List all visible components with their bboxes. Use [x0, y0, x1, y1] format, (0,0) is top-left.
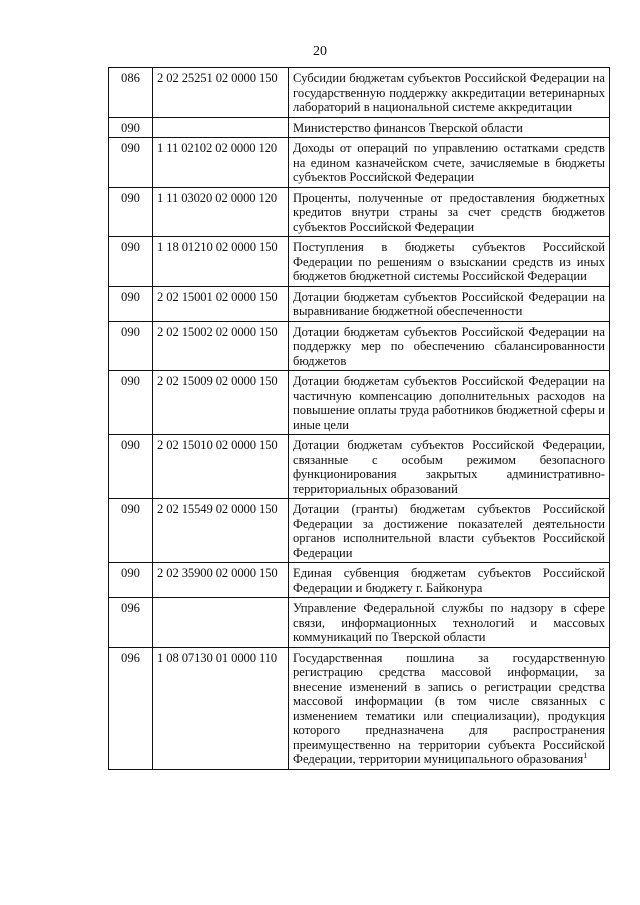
admin-code: 090: [109, 499, 153, 563]
revenue-description: Субсидии бюджетам субъектов Российской Федерации на государственную поддержку аккредитации ветеринарных лабораторий в национальной системе аккредитации: [289, 68, 610, 118]
budget-classification-table: [108, 67, 610, 770]
admin-code: 096: [109, 598, 153, 648]
table-row: [109, 598, 610, 648]
footnote-marker: 1: [583, 750, 588, 760]
table-row: [109, 286, 610, 321]
table-row: [109, 117, 610, 138]
table-row: [109, 499, 610, 563]
table-row: [109, 647, 610, 769]
table-row: [109, 237, 610, 287]
revenue-description: Доходы от операций по управлению остатками средств на едином казначейском счете, зачисляемые в бюджеты субъектов Российской Федерации: [289, 138, 610, 188]
table-row: [109, 435, 610, 499]
admin-code: 090: [109, 286, 153, 321]
revenue-description: Дотации (гранты) бюджетам субъектов Российской Федерации за достижение показателей деятельности органов исполнительной власти субъектов Российской Федерации: [289, 499, 610, 563]
admin-code: 090: [109, 187, 153, 237]
budget-code: 2 02 15010 02 0000 150: [153, 435, 289, 499]
revenue-description: Дотации бюджетам субъектов Российской Федерации на частичную компенсацию дополнительных расходов на повышение оплаты труда работников бюджетной сферы и иные цели: [289, 371, 610, 435]
revenue-description: Проценты, полученные от предоставления бюджетных кредитов внутри страны за счет средств бюджетов субъектов Российской Федерации: [289, 187, 610, 237]
admin-code: 090: [109, 371, 153, 435]
admin-code: 090: [109, 138, 153, 188]
admin-code: 090: [109, 563, 153, 598]
budget-code: 1 11 03020 02 0000 120: [153, 187, 289, 237]
table-row: [109, 371, 610, 435]
table-row: [109, 138, 610, 188]
table-row: [109, 68, 610, 118]
budget-code: 2 02 25251 02 0000 150: [153, 68, 289, 118]
table-row: [109, 563, 610, 598]
admin-code: 086: [109, 68, 153, 118]
page-number: 20: [313, 44, 327, 59]
budget-code: [153, 598, 289, 648]
revenue-description: Дотации бюджетам субъектов Российской Федерации на поддержку мер по обеспечению сбалансированности бюджетов: [289, 321, 610, 371]
admin-code: 090: [109, 237, 153, 287]
admin-code: 090: [109, 321, 153, 371]
admin-code: 090: [109, 435, 153, 499]
administrator-name: Управление Федеральной службы по надзору в сфере связи, информационных технологий и массовых коммуникаций по Тверской области: [289, 598, 610, 648]
revenue-description-cell: [289, 647, 610, 769]
revenue-description: Дотации бюджетам субъектов Российской Федерации на выравнивание бюджетной обеспеченности: [289, 286, 610, 321]
budget-code: 2 02 15001 02 0000 150: [153, 286, 289, 321]
revenue-description: Государственная пошлина за государственную регистрацию средства массовой информации, за внесение изменений в запись о регистрации средства массовой информации (в том числе связанных с изменением тематики или специализации), продукция которого предназначена для распространения преимущественно на территории субъекта Российской Федерации, территории муниципального образования: [293, 650, 605, 766]
revenue-description: Единая субвенция бюджетам субъектов Российской Федерации и бюджету г. Байконура: [289, 563, 610, 598]
revenue-description: Поступления в бюджеты субъектов Российской Федерации по решениям о взыскании средств из иных бюджетов бюджетной системы Российской Федерации: [289, 237, 610, 287]
admin-code: 096: [109, 647, 153, 769]
table-row: [109, 187, 610, 237]
budget-code: 2 02 15009 02 0000 150: [153, 371, 289, 435]
budget-code: 1 18 01210 02 0000 150: [153, 237, 289, 287]
budget-code: 2 02 15549 02 0000 150: [153, 499, 289, 563]
budget-code: 2 02 15002 02 0000 150: [153, 321, 289, 371]
revenue-description: Дотации бюджетам субъектов Российской Федерации, связанные с особым режимом безопасного функционирования закрытых административно-территориальных образований: [289, 435, 610, 499]
admin-code: 090: [109, 117, 153, 138]
budget-code: [153, 117, 289, 138]
budget-code: 2 02 35900 02 0000 150: [153, 563, 289, 598]
budget-code: 1 11 02102 02 0000 120: [153, 138, 289, 188]
table-row: [109, 321, 610, 371]
administrator-name: Министерство финансов Тверской области: [289, 117, 610, 138]
budget-code: 1 08 07130 01 0000 110: [153, 647, 289, 769]
